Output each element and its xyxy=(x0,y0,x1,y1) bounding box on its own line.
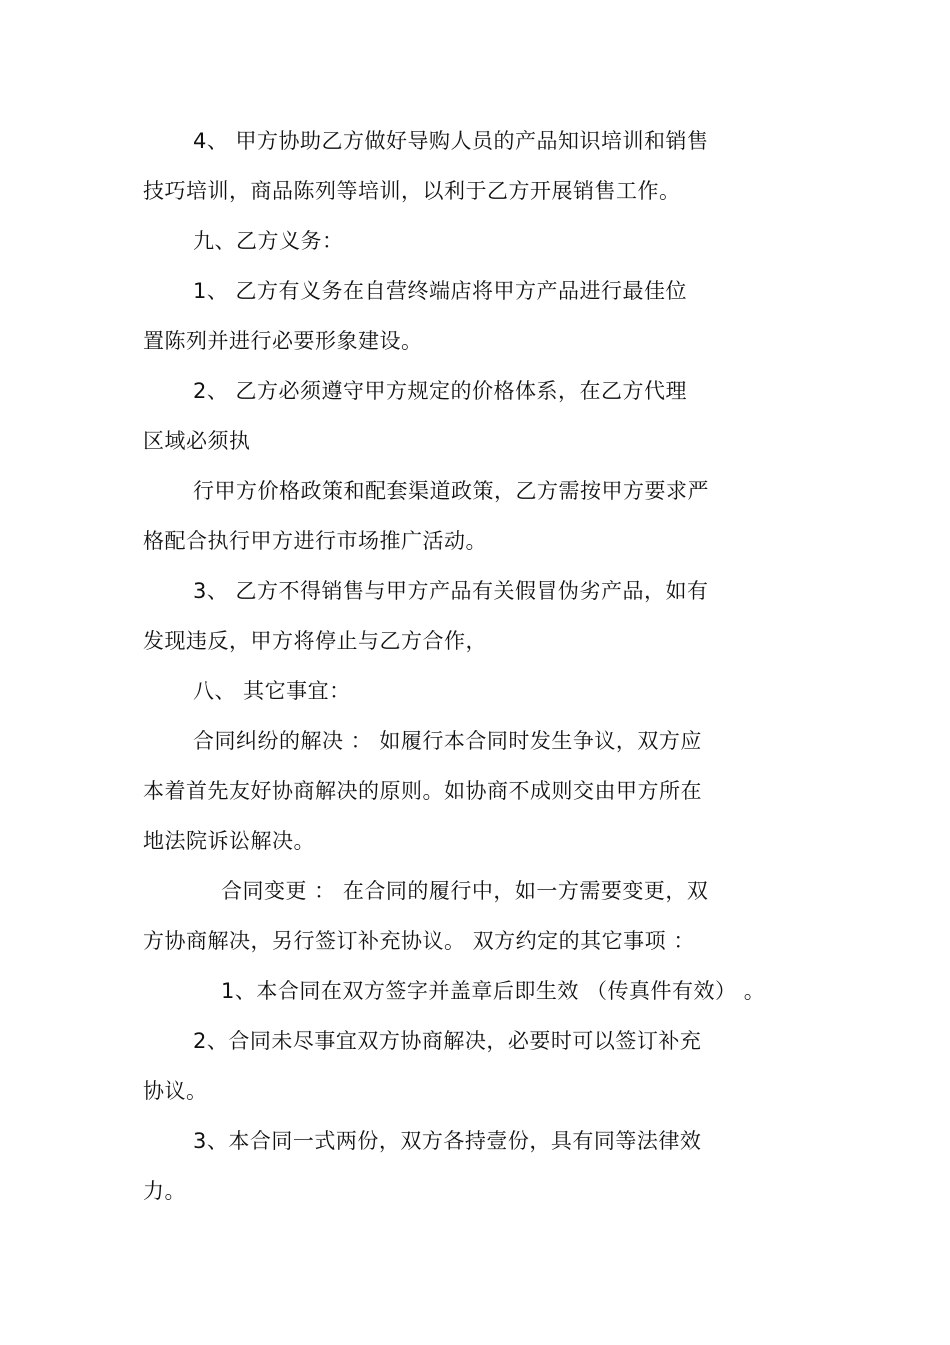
text-line: 技巧培训，商品陈列等培训，以利于乙方开展销售工作。 xyxy=(143,179,681,203)
text-line: 3、 乙方不得销售与甲方产品有关假冒伪劣产品，如有 xyxy=(193,579,709,603)
text-line: 格配合执行甲方进行市场推广活动。 xyxy=(143,529,487,553)
text-line: 八、 其它事宜： xyxy=(193,679,351,703)
text-line: 3、本合同一式两份，双方各持壹份，具有同等法律效 xyxy=(193,1129,702,1153)
text-line: 1、本合同在双方签字并盖章后即生效 （传真件有效） 。 xyxy=(221,979,766,1003)
text-line: 地法院诉讼解决。 xyxy=(143,829,315,853)
text-line: 行甲方价格政策和配套渠道政策，乙方需按甲方要求严 xyxy=(193,479,709,503)
text-line: 合同纠纷的解决 ： 如履行本合同时发生争议，双方应 xyxy=(193,729,702,753)
text-line: 2、合同未尽事宜双方协商解决，必要时可以签订补充 xyxy=(193,1029,702,1053)
text-line: 2、 乙方必须遵守甲方规定的价格体系，在乙方代理 xyxy=(193,379,688,403)
text-line: 合同变更 ： 在合同的履行中，如一方需要变更，双 xyxy=(221,879,709,903)
text-line: 发现违反，甲方将停止与乙方合作， xyxy=(143,629,487,653)
text-line: 九、乙方义务： xyxy=(193,229,344,253)
text-line: 区域必须执 xyxy=(143,429,251,453)
text-line: 本着首先友好协商解决的原则。如协商不成则交由甲方所在 xyxy=(143,779,702,803)
text-line: 力。 xyxy=(143,1179,186,1203)
text-line: 置陈列并进行必要形象建设。 xyxy=(143,329,423,353)
text-line: 协议。 xyxy=(143,1079,208,1103)
text-line: 方协商解决，另行签订补充协议。 双方约定的其它事项 ： xyxy=(143,929,695,953)
text-line: 1、 乙方有义务在自营终端店将甲方产品进行最佳位 xyxy=(193,279,688,303)
text-line: 4、 甲方协助乙方做好导购人员的产品知识培训和销售 xyxy=(193,129,709,153)
